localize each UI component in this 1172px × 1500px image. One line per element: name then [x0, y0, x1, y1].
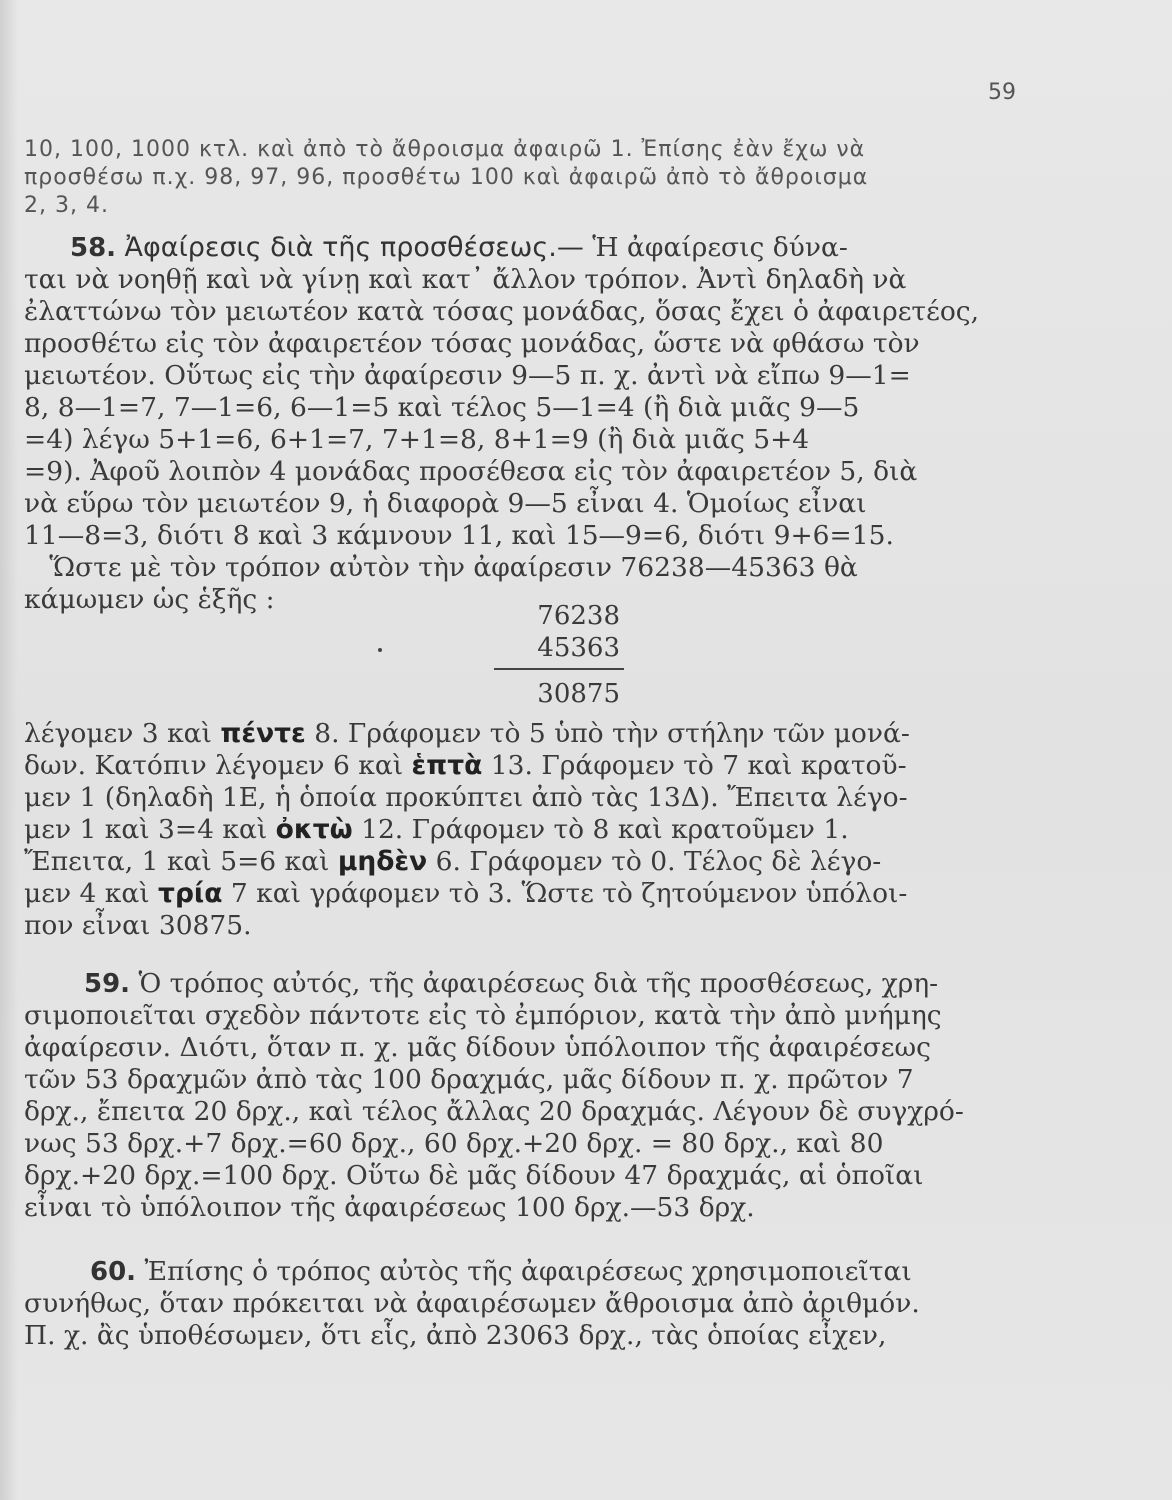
text-line: ται νὰ νοηθῇ καὶ νὰ γίνῃ καὶ κατ᾿ ἄλλον τρόπον. Ἀντὶ δηλαδὴ νὰ [24, 264, 907, 295]
sum-rule [494, 668, 624, 670]
text-fragment: 7 καὶ γράφομεν τὸ 3. Ὥστε τὸ ζητούμενον ὑπόλοι- [222, 878, 908, 909]
text-fragment: 13. Γράφομεν τὸ 7 καὶ κρατοῦ- [482, 750, 907, 781]
text-fragment: μεν 4 καὶ [24, 878, 159, 909]
subtraction-sum [500, 600, 620, 710]
text-line: Π. χ. ἂς ὑποθέσωμεν, ὅτι εἷς, ἀπὸ 23063 δρχ., τὰς ὁποίας εἶχεν, [24, 1320, 887, 1351]
text-line: νως 53 δρχ.+7 δρχ.=60 δρχ., 60 δρχ.+20 δρχ. = 80 δρχ., καὶ 80 [24, 1128, 884, 1159]
section-heading-line [24, 232, 1006, 264]
subtrahend: 45363 [537, 633, 620, 663]
text-fragment: Ὁ τρόπος αὐτός, τῆς ἀφαιρέσεως διὰ τῆς προσθέσεως, χρη- [130, 968, 939, 999]
text-fragment: λέγομεν 3 καὶ [24, 718, 221, 749]
text-line [24, 782, 1006, 814]
text-line: ἀφαίρεσιν. Διότι, ὅταν π. χ. μᾶς δίδουν ὑπόλοιπον τῆς ἀφαιρέσεως [24, 1032, 931, 1063]
section-60 [24, 1256, 1006, 1352]
top-paragraph [24, 136, 1006, 220]
binding-shadow [0, 0, 18, 1500]
text-line: =4) λέγω 5+1=6, 6+1=7, 7+1=8, 8+1=9 (ἢ διὰ μιᾶς 5+4 [24, 424, 810, 455]
minuend: 76238 [537, 601, 620, 631]
number-word: ἑπτὰ [411, 750, 483, 781]
text-fragment: πον εἶναι 30875. [24, 910, 252, 941]
text-line [24, 750, 1006, 782]
text-line [24, 878, 1006, 910]
text-line: Ὥστε μὲ τὸν τρόπον αὐτὸν τὴν ἀφαίρεσιν 76238—45363 θὰ [24, 552, 858, 583]
text-line [24, 846, 1006, 878]
text-fragment: Ἡ ἀφαίρεσις δύνα- [592, 232, 848, 263]
text-line: 2, 3, 4. [24, 193, 109, 218]
text-line: μειωτέον. Οὕτως εἰς τὴν ἀφαίρεσιν 9—5 π. χ. ἀντὶ νὰ εἴπω 9—1= [24, 360, 911, 391]
section-number: 59. [84, 969, 131, 999]
text-fragment: 12. Γράφομεν τὸ 8 καὶ κρατοῦμεν 1. [352, 814, 849, 845]
text-fragment: μεν 1 καὶ 3=4 καὶ [24, 814, 276, 845]
text-line: 11—8=3, διότι 8 καὶ 3 κάμνουν 11, καὶ 15—9=6, διότι 9+6=15. [24, 520, 894, 551]
section-58 [24, 232, 1006, 616]
text-fragment: 8. Γράφομεν τὸ 5 ὑπὸ τὴν στήλην τῶν μονά- [305, 718, 910, 749]
number-word: μηδὲν [337, 846, 428, 877]
page-number: 59 [988, 80, 1016, 105]
text-line: σιμοποιεῖται σχεδὸν πάντοτε εἰς τὸ ἐμπόριον, κατὰ τὴν ἀπὸ μνήμης [24, 1000, 942, 1031]
section-59 [24, 968, 1006, 1224]
section-58-explanation [24, 718, 1006, 942]
text-line: δρχ., ἔπειτα 20 δρχ., καὶ τέλος ἄλλας 20 δραχμάς. Λέγουν δὲ συγχρό- [24, 1096, 964, 1127]
section-heading-line [24, 1256, 1006, 1288]
text-line: νὰ εὕρω τὸν μειωτέον 9, ἡ διαφορὰ 9—5 εἶναι 4. Ὁμοίως εἶναι [24, 488, 867, 519]
text-line: κάμωμεν ὡς ἑξῆς : [24, 584, 275, 615]
section-heading-line [24, 968, 1006, 1000]
difference: 30875 [537, 679, 620, 709]
text-line: συνήθως, ὅταν πρόκειται νὰ ἀφαιρέσωμεν ἄθροισμα ἀπὸ ἀριθμόν. [24, 1288, 920, 1319]
text-line: =9). Ἀφοῦ λοιπὸν 4 μονάδας προσέθεσα εἰς τὸν ἀφαιρετέον 5, διὰ [24, 456, 918, 487]
number-word: ὀκτὼ [275, 814, 353, 845]
number-word: τρία [158, 878, 223, 909]
text-line: δρχ.+20 δρχ.=100 δρχ. Οὕτω δὲ μᾶς δίδουν 47 δραχμάς, αἱ ὁποῖαι [24, 1160, 924, 1191]
text-fragment: 6. Γράφομεν τὸ 0. Τέλος δὲ λέγο- [427, 846, 882, 877]
text-line: 8, 8—1=7, 7—1=6, 6—1=5 καὶ τέλος 5—1=4 (ἢ διὰ μιᾶς 9—5 [24, 392, 860, 423]
text-fragment: Ἐπίσης ὁ τρόπος αὐτὸς τῆς ἀφαιρέσεως χρησιμοποιεῖται [136, 1256, 912, 1287]
text-line [24, 814, 1006, 846]
section-number: 58. [70, 233, 117, 263]
text-fragment: μεν 1 (δηλαδὴ 1Ε, ἡ ὁποία προκύπτει ἀπὸ τὰς 13Δ). Ἔπειτα λέγο- [24, 782, 908, 813]
text-line: τῶν 53 δραχμῶν ἀπὸ τὰς 100 δραχμάς, μᾶς δίδουν π. χ. πρῶτον 7 [24, 1064, 914, 1095]
section-title: Ἀφαίρεσις διὰ τῆς προσθέσεως.— [124, 232, 584, 263]
text-line: προσθέσω π.χ. 98, 97, 96, προσθέτω 100 καὶ ἀφαιρῶ ἀπὸ τὸ ἄθροισμα [24, 165, 869, 190]
text-line: ἐλαττώνω τὸν μειωτέον κατὰ τόσας μονάδας, ὅσας ἔχει ὁ ἀφαιρετέος, [24, 296, 980, 327]
number-word: πέντε [220, 718, 306, 749]
text-line [24, 910, 1006, 942]
text-line: εἶναι τὸ ὑπόλοιπον τῆς ἀφαιρέσεως 100 δρχ.—53 δρχ. [24, 1192, 755, 1223]
text-line: 10, 100, 1000 κτλ. καὶ ἀπὸ τὸ ἄθροισμα ἀφαιρῶ 1. Ἐπίσης ἐὰν ἔχω νὰ [24, 137, 866, 162]
section-number: 60. [90, 1257, 137, 1287]
text-fragment: δων. Κατόπιν λέγομεν 6 καὶ [24, 750, 412, 781]
text-line: προσθέτω εἰς τὸν ἀφαιρετέον τόσας μονάδας, ὥστε νὰ φθάσω τὸν [24, 328, 920, 359]
margin-dot [378, 648, 382, 652]
text-fragment: Ἔπειτα, 1 καὶ 5=6 καὶ [24, 846, 338, 877]
text-line [24, 718, 1006, 750]
